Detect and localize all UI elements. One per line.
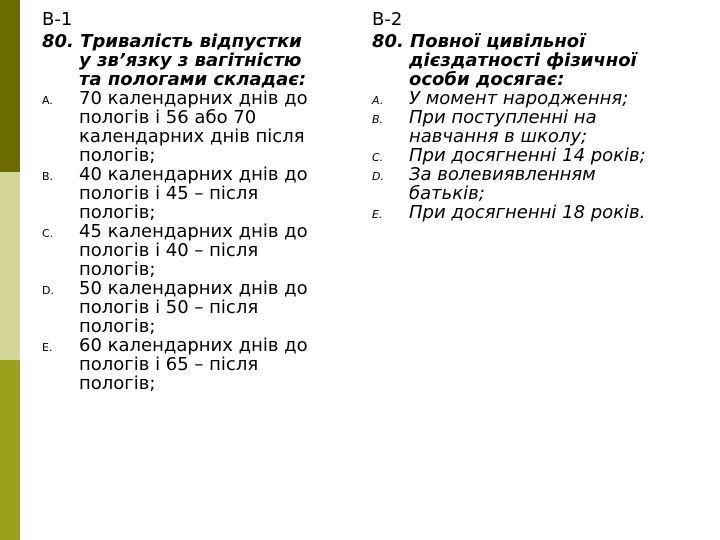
option-line: батьків; bbox=[409, 183, 485, 204]
option-line: пологів; bbox=[79, 145, 156, 166]
question-line: Тривалість відпустки bbox=[80, 31, 302, 52]
option-letter: A. bbox=[42, 94, 53, 107]
variant-2-title: В-2 bbox=[372, 9, 403, 30]
option-b bbox=[372, 108, 712, 146]
option-letter: D. bbox=[372, 170, 384, 183]
question-line: дієздатності фізичної bbox=[409, 50, 637, 71]
side-bar-light bbox=[0, 172, 20, 360]
option-b bbox=[42, 165, 342, 222]
question-line: у зв’язку з вагітністю bbox=[79, 50, 302, 71]
option-line: пологів і 56 або 70 bbox=[79, 107, 257, 128]
option-line: пологів; bbox=[79, 202, 156, 223]
option-letter: E. bbox=[42, 341, 53, 354]
option-line: 70 календарних днів до bbox=[79, 88, 308, 109]
option-line: пологів і 40 – після bbox=[79, 240, 259, 261]
option-line: При досягненні 14 років; bbox=[409, 145, 646, 166]
option-d bbox=[372, 165, 712, 203]
option-line: пологів; bbox=[79, 316, 156, 337]
option-a bbox=[42, 89, 342, 165]
option-letter: E. bbox=[372, 208, 383, 221]
side-bar-dark bbox=[0, 0, 20, 172]
option-line: У момент народження; bbox=[409, 88, 629, 109]
option-d bbox=[42, 279, 342, 336]
option-line: навчання в школу; bbox=[409, 126, 588, 147]
option-letter: C. bbox=[372, 151, 384, 164]
option-line: 60 календарних днів до bbox=[79, 335, 308, 356]
option-e bbox=[42, 336, 342, 393]
option-letter: C. bbox=[42, 227, 54, 240]
question-line: Повної цивільної bbox=[410, 31, 586, 52]
question-number: 80. bbox=[42, 31, 74, 52]
variant-2-column bbox=[372, 10, 712, 222]
option-c bbox=[42, 222, 342, 279]
option-line: пологів; bbox=[79, 373, 156, 394]
option-line: пологів; bbox=[79, 259, 156, 280]
option-line: За волевиявленням bbox=[409, 164, 596, 185]
option-line: пологів і 65 – після bbox=[79, 354, 259, 375]
question-line: особи досягає: bbox=[409, 69, 565, 90]
option-letter: B. bbox=[372, 113, 384, 126]
variant-1-title: В-1 bbox=[42, 9, 73, 30]
variant-2-options bbox=[372, 89, 712, 222]
option-line: 40 календарних днів до bbox=[79, 164, 308, 185]
option-c bbox=[372, 146, 712, 165]
question-line: та пологами складає: bbox=[79, 69, 307, 90]
question-number: 80. bbox=[372, 31, 404, 52]
option-e bbox=[372, 203, 712, 222]
variant-1-question bbox=[42, 32, 342, 89]
side-bar-olive bbox=[0, 360, 20, 540]
option-line: пологів і 50 – після bbox=[79, 297, 259, 318]
option-line: пологів і 45 – після bbox=[79, 183, 259, 204]
variant-1-options bbox=[42, 89, 342, 393]
option-line: При досягненні 18 років. bbox=[409, 202, 646, 223]
option-letter: D. bbox=[42, 284, 54, 297]
option-line: При поступленні на bbox=[409, 107, 597, 128]
option-letter: B. bbox=[42, 170, 54, 183]
variant-1-column bbox=[42, 10, 342, 393]
option-letter: A. bbox=[372, 94, 384, 107]
option-line: календарних днів після bbox=[79, 126, 305, 147]
option-line: 50 календарних днів до bbox=[79, 278, 308, 299]
variant-2-question bbox=[372, 32, 712, 89]
option-line: 45 календарних днів до bbox=[79, 221, 308, 242]
option-a bbox=[372, 89, 712, 108]
